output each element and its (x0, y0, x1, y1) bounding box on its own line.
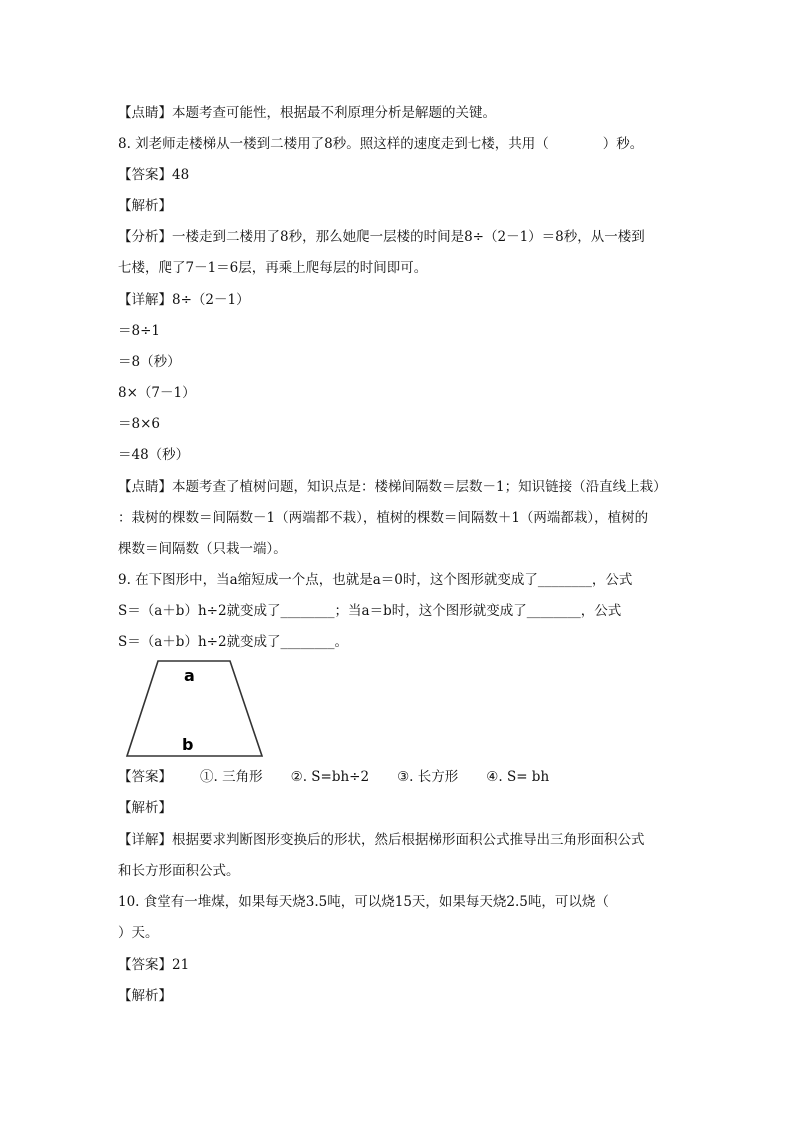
q9-answer-option-1: ①. 三角形 (200, 769, 263, 785)
q7-note: 【点睛】本题考查可能性，根据最不利原理分析是解题的关键。 (118, 105, 496, 121)
q8-analysis-line-2: 七楼，爬了7－1＝6层，再乘上爬每层的时间即可。 (118, 260, 428, 276)
q9-question-line-1: 9. 在下图形中，当a缩短成一个点，也就是a＝0时，这个图形就变成了________，公式 (118, 572, 633, 588)
q8-note-line-2: ：栽树的棵数＝间隔数－1（两端都不栽），植树的棵数＝间隔数＋1（两端都栽），植树的 (118, 510, 649, 526)
q8-detail-line-2: ＝8÷1 (118, 323, 160, 339)
q10-question-line-2: ）天。 (118, 925, 159, 941)
q9-answer-option-3: ③. 长方形 (397, 769, 459, 785)
q8-analysis-line-1: 【分析】一楼走到二楼用了8秒，那么她爬一层楼的时间是8÷（2－1）＝8秒，从一楼到 (118, 229, 645, 245)
q8-note-line-1: 【点睛】本题考查了植树问题，知识点是：楼梯间隔数＝层数－1；知识链接（沿直线上栽） (118, 479, 667, 495)
trapezoid-label-a: a (184, 666, 195, 685)
trapezoid-label-b: b (182, 735, 194, 754)
q9-detail-line-1: 【详解】根据要求判断图形变换后的形状，然后根据梯形面积公式推导出三角形面积公式 (118, 832, 645, 848)
q9-question-line-2: S＝（a＋b）h÷2就变成了________；当a＝b时，这个图形就变成了________，公式 (118, 603, 622, 619)
q8-detail-line-3: ＝8（秒） (118, 354, 181, 370)
q8-detail-line-1: 【详解】8÷（2－1） (118, 292, 250, 308)
q10-question-line-1: 10. 食堂有一堆煤，如果每天烧3.5吨，可以烧15天，如果每天烧2.5吨，可以烧（ (118, 894, 609, 910)
q9-analysis-heading: 【解析】 (118, 800, 172, 816)
q9-question-line-3: S＝（a＋b）h÷2就变成了________。 (118, 634, 349, 650)
q9-answer-prefix: 【答案】 (118, 769, 172, 785)
trapezoid-diagram (124, 659, 266, 759)
q8-question: 8. 刘老师走楼梯从一楼到二楼用了8秒。照这样的速度走到七楼，共用（ ）秒。 (118, 136, 644, 152)
q9-detail-line-2: 和长方形面积公式。 (118, 863, 240, 879)
q9-answer-option-4: ④. S= bh (486, 769, 550, 785)
q8-detail-line-5: ＝8×6 (118, 416, 160, 432)
q10-analysis-heading: 【解析】 (118, 988, 172, 1004)
q8-detail-line-6: ＝48（秒） (118, 447, 190, 463)
q8-note-line-3: 棵数＝间隔数（只栽一端）。 (118, 541, 287, 557)
trapezoid-figure (124, 659, 266, 759)
q10-answer: 【答案】21 (118, 957, 190, 973)
q8-analysis-heading: 【解析】 (118, 198, 172, 214)
q8-answer: 【答案】48 (118, 167, 190, 183)
q8-detail-line-4: 8×（7－1） (118, 385, 196, 401)
q9-answer-option-2: ②. S=bh÷2 (290, 769, 370, 785)
q9-answer (118, 767, 678, 787)
